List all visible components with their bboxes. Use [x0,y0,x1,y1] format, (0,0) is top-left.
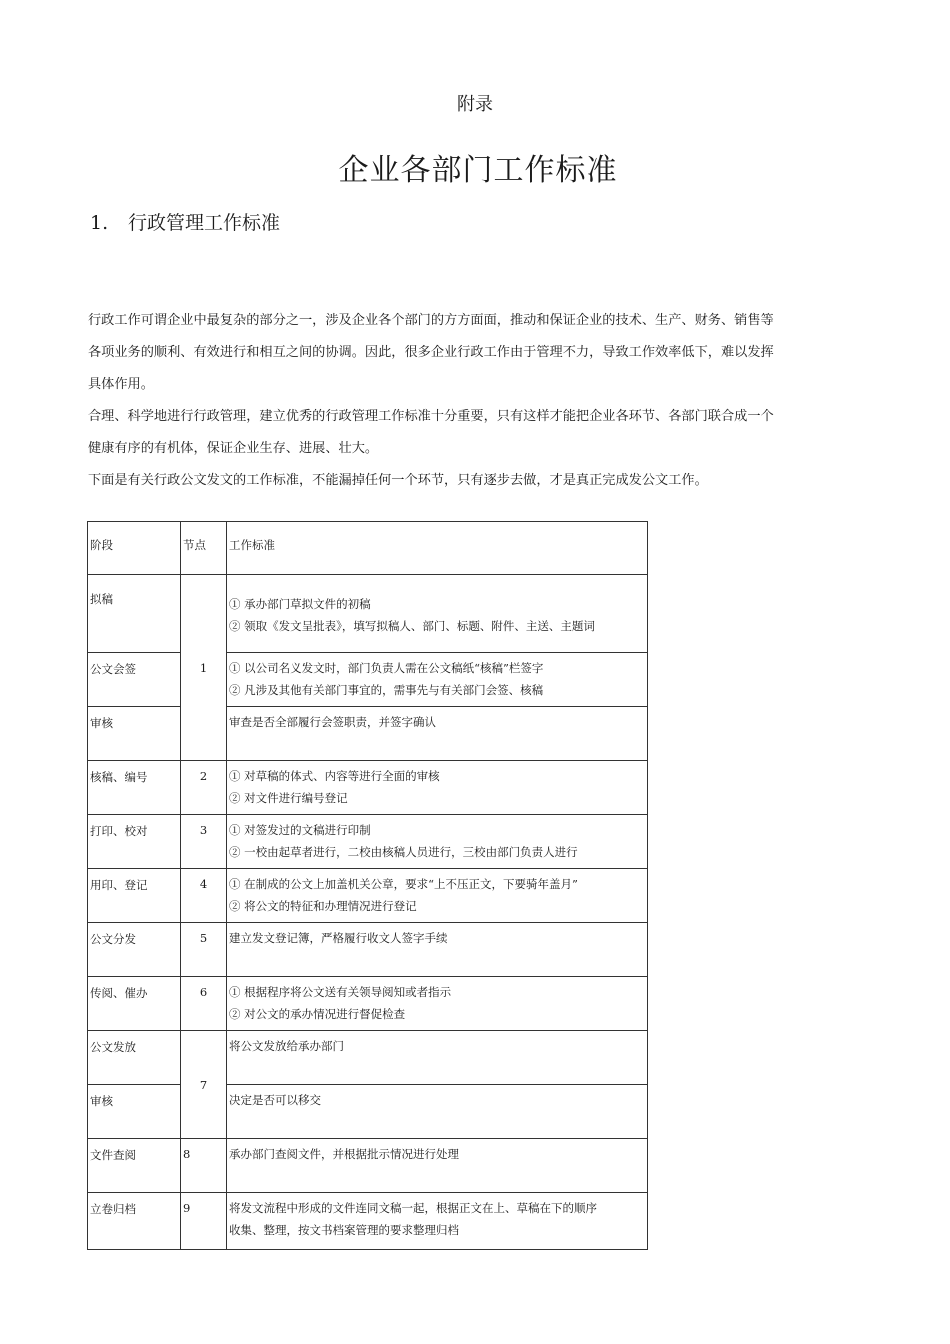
text-line: 合理、科学地进行行政管理，建立优秀的行政管理工作标准十分重要，只有这样才能把企业各环节、各部门联合成一个 [88,409,774,424]
table-row [88,707,648,761]
standard-cell [227,923,648,977]
node-cell: 7 [181,1031,227,1139]
table-row [88,1139,648,1193]
header-stage: 阶段 [88,522,181,575]
node-cell: 4 [181,869,227,923]
stage-cell: 公文发放 [88,1031,181,1085]
body-text [88,305,873,497]
standard-line: ① 对签发过的文稿进行印制 [229,823,371,837]
stage-cell: 传阅、催办 [88,977,181,1031]
standard-cell [227,1031,648,1085]
standard-line: ② 对公文的承办情况进行督促检查 [229,1007,406,1021]
table-row [88,1085,648,1139]
standard-line: ② 一校由起草者进行，二校由核稿人员进行，三校由部门负责人进行 [229,845,578,859]
standard-line: 审查是否全部履行会签职责，并签字确认 [229,715,436,729]
standard-line: ① 在制成的公文上加盖机关公章，要求“上不压正文，下要骑年盖月” [229,877,578,891]
standard-line: 将公文发放给承办部门 [229,1039,344,1053]
stage-cell: 用印、登记 [88,869,181,923]
standard-cell [227,653,648,707]
stage-cell: 审核 [88,707,181,761]
standard-line: ② 对文件进行编号登记 [229,791,348,805]
standard-line: ① 承办部门草拟文件的初稿 [229,597,371,611]
standard-cell [227,977,648,1031]
paragraph [88,305,873,401]
header-standard: 工作标准 [227,522,648,575]
standard-line: ① 根据程序将公文送有关领导阅知或者指示 [229,985,452,999]
table-row [88,1193,648,1250]
table-row [88,653,648,707]
header-node: 节点 [181,522,227,575]
stage-cell: 核稿、编号 [88,761,181,815]
node-cell: 1 [181,575,227,761]
node-cell: 6 [181,977,227,1031]
paragraph [88,401,873,465]
table-row [88,815,648,869]
standard-cell [227,1085,648,1139]
text-line: 健康有序的有机体，保证企业生存、进展、壮大。 [88,441,379,456]
standard-line: 承办部门查阅文件，并根据批示情况进行处理 [229,1147,459,1161]
stage-cell: 拟稿 [88,575,181,653]
stage-cell: 文件查阅 [88,1139,181,1193]
node-cell: 9 [181,1193,227,1250]
text-line: 各项业务的顺利、有效进行和相互之间的协调。因此，很多企业行政工作由于管理不力，导致工作效率低下，难以发挥 [88,345,774,360]
section-heading [90,208,280,235]
table-row [88,761,648,815]
standard-cell [227,1139,648,1193]
stage-cell: 审核 [88,1085,181,1139]
standard-line: 收集、整理，按文书档案管理的要求整理归档 [229,1223,459,1237]
standard-cell [227,761,648,815]
node-cell: 2 [181,761,227,815]
table-row [88,575,648,653]
node-cell: 3 [181,815,227,869]
standard-cell [227,707,648,761]
node-cell: 8 [181,1139,227,1193]
text-line: 具体作用。 [88,377,154,392]
appendix-label: 附录 [457,94,493,115]
text-line: 行政工作可谓企业中最复杂的部分之一，涉及企业各个部门的方方面面，推动和保证企业的技术、生产、财务、销售等 [88,313,774,328]
page-title: 企业各部门工作标准 [338,153,618,188]
standard-line: ② 将公文的特征和办理情况进行登记 [229,899,417,913]
node-cell: 5 [181,923,227,977]
table-row [88,977,648,1031]
standard-line: ② 领取《发文呈批表》，填写拟稿人、部门、标题、附件、主送、主题词 [229,619,595,633]
standard-cell [227,575,648,653]
standard-cell [227,1193,648,1250]
standard-line: ① 以公司名义发文时，部门负责人需在公文稿纸“核稿”栏签字 [229,661,544,675]
table-header-row [88,522,648,575]
section-number: 1. [90,212,109,234]
standard-cell [227,815,648,869]
stage-cell: 立卷归档 [88,1193,181,1250]
stage-cell: 打印、校对 [88,815,181,869]
stage-cell: 公文会签 [88,653,181,707]
work-standard-table [87,521,648,1250]
standard-cell [227,869,648,923]
standard-line: 建立发文登记簿，严格履行收文人签字手续 [229,931,448,945]
standard-line: ① 对草稿的体式、内容等进行全面的审核 [229,769,440,783]
paragraph [88,465,873,497]
section-title: 行政管理工作标准 [128,212,281,234]
standard-line: 决定是否可以移交 [229,1093,321,1107]
stage-cell: 公文分发 [88,923,181,977]
text-line: 下面是有关行政公文发文的工作标准，不能漏掉任何一个环节，只有逐步去做，才是真正完成发公文工作。 [88,473,708,488]
standard-line: ② 凡涉及其他有关部门事宜的，需事先与有关部门会签、核稿 [229,683,544,697]
table-row [88,869,648,923]
standard-line: 将发文流程中形成的文件连同文稿一起，根据正文在上、草稿在下的顺序 [229,1201,597,1215]
table-row [88,923,648,977]
table-row [88,1031,648,1085]
